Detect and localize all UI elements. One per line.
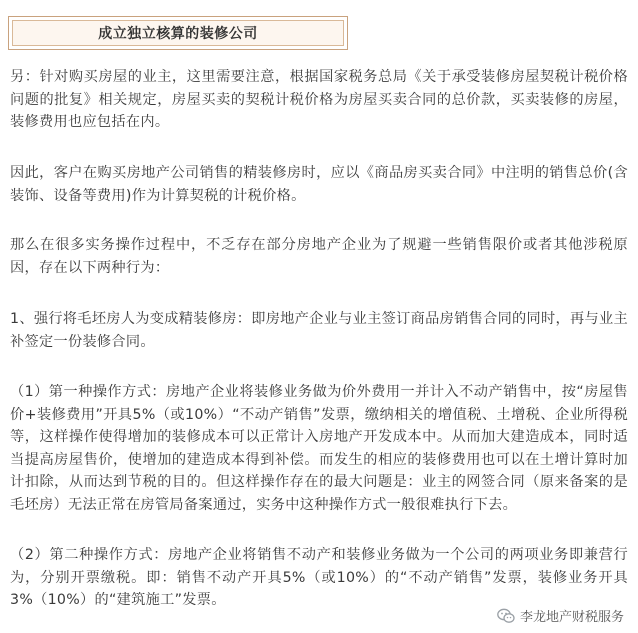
title-frame xyxy=(8,16,348,50)
wechat-icon xyxy=(497,608,515,624)
article-title: 成立独立核算的装修公司 xyxy=(12,20,344,46)
paragraph-deed-tax-note: 另：针对购买房屋的业主，这里需要注意，根据国家税务总局《关于承受装修房屋契税计税价格问题的批复》相关规定，房屋买卖的契税计税价格为房屋买卖合同的总价款，买卖装修的房屋，装修费用也应包括在内。 xyxy=(10,69,628,130)
paragraph-practice: 那么在很多实务操作过程中，不乏存在部分房地产企业为了规避一些销售限价或者其他涉税原因，存在以下两种行为： xyxy=(10,237,628,276)
account-watermark xyxy=(493,604,628,627)
paragraph-method-one: （1）第一种操作方式：房地产企业将装修业务做为价外费用一并计入不动产销售中，按“房屋售价+装修费用”开具5%（或10%）“不动产销售”发票，缴纳相关的增值税、土增税、企业所得税等，这样操作使得增加的装修成本可以正常计入房地产开发成本中。从而加大建造成本，同时适当提高房屋售价，使增加的建造成本得到补偿。而发生的相应的装修费用也可以在土增计算时加计扣除，从而达到节税的目的。但这样操作存在的最大问题是：业主的网签合同（原来备案的是毛坯房）无法正常在房管局备案通过，实务中这种操作方式一般很难执行下去。 xyxy=(10,384,628,513)
paragraph-therefore: 因此，客户在购买房地产公司销售的精装修房时，应以《商品房买卖合同》中注明的销售总价(含装饰、设备等费用)作为计算契税的计税价格。 xyxy=(10,165,628,204)
paragraph-behavior-one: 1、强行将毛坯房人为变成精装修房：即房地产企业与业主签订商品房销售合同的同时，再与业主补签定一份装修合同。 xyxy=(10,311,628,350)
paragraph-method-two: （2）第二种操作方式：房地产企业将销售不动产和装修业务做为一个公司的两项业务即兼营行为，分别开票缴税。即：销售不动产开具5%（或10%）的“不动产销售”发票，装修业务开具3%（10%）的“建筑施工”发票。 xyxy=(10,547,628,608)
watermark-text: 李龙地产财税服务 xyxy=(519,610,624,625)
